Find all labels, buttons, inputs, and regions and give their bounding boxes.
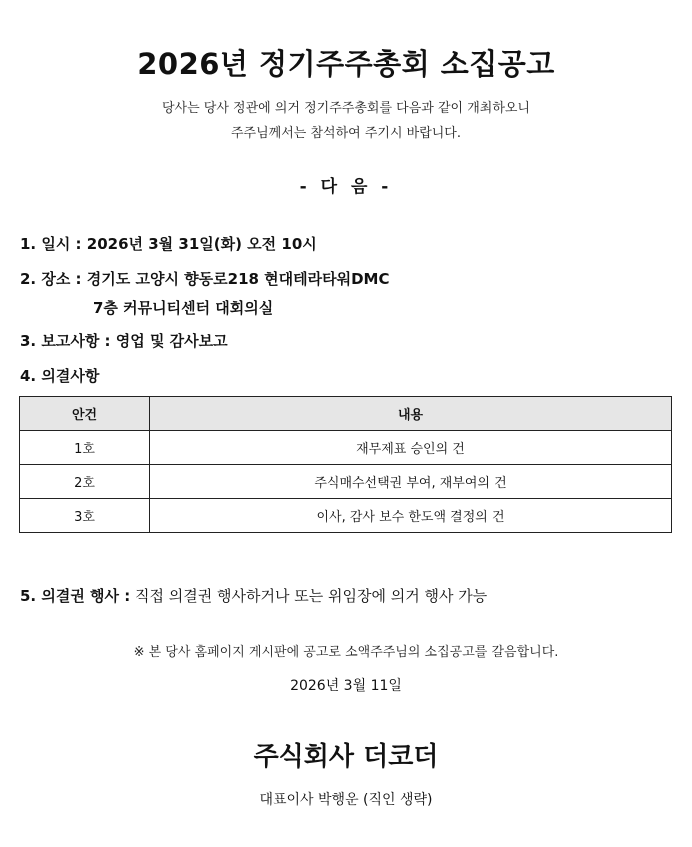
notice-date: 2026년 3월 11일 (290, 678, 402, 694)
table-row (20, 465, 672, 499)
table-row (20, 499, 672, 533)
table-row (20, 431, 672, 465)
intro-line-1: 당사는 당사 정관에 의거 정기주주총회를 다음과 같이 개최하오니 (162, 101, 530, 116)
item-resolutions: 4. 의결사항 (20, 367, 100, 385)
notice-note: ※ 본 당사 홈페이지 게시판에 공고로 소액주주님의 소집공고를 갈음합니다. (133, 645, 559, 660)
item-venue: 2. 장소 : 경기도 고양시 향동로218 현대테라타워DMC (20, 270, 390, 288)
voting-text: 직접 의결권 행사하거나 또는 위임장에 의거 행사 가능 (130, 587, 488, 605)
item-schedule: 1. 일시 : 2026년 3월 31일(화) 오전 10시 (20, 235, 317, 253)
voting-label: 5. 의결권 행사 : (20, 587, 131, 605)
agenda-content: 재무제표 승인의 건 (150, 431, 672, 465)
document-title: 2026년 정기주주총회 소집공고 (137, 47, 555, 81)
agenda-content: 이사, 감사 보수 한도액 결정의 건 (150, 499, 672, 533)
item-venue-detail: 7층 커뮤니티센터 대회의실 (93, 299, 274, 317)
item-voting (20, 585, 487, 606)
representative: 대표이사 박행운 (직인 생략) (259, 792, 433, 808)
header-agenda: 안건 (20, 397, 150, 431)
agenda-number: 2호 (20, 465, 150, 499)
header-content: 내용 (150, 397, 672, 431)
resolutions-table (19, 396, 672, 533)
item-report: 3. 보고사항 : 영업 및 감사보고 (20, 332, 228, 350)
company-name: 주식회사 더코더 (253, 742, 439, 772)
section-heading: - 다 음 - (299, 177, 393, 197)
agenda-content: 주식매수선택권 부여, 재부여의 건 (150, 465, 672, 499)
intro-line-2: 주주님께서는 참석하여 주기시 바랍니다. (230, 126, 461, 141)
agenda-number: 1호 (20, 431, 150, 465)
agenda-number: 3호 (20, 499, 150, 533)
table-header-row (20, 397, 672, 431)
